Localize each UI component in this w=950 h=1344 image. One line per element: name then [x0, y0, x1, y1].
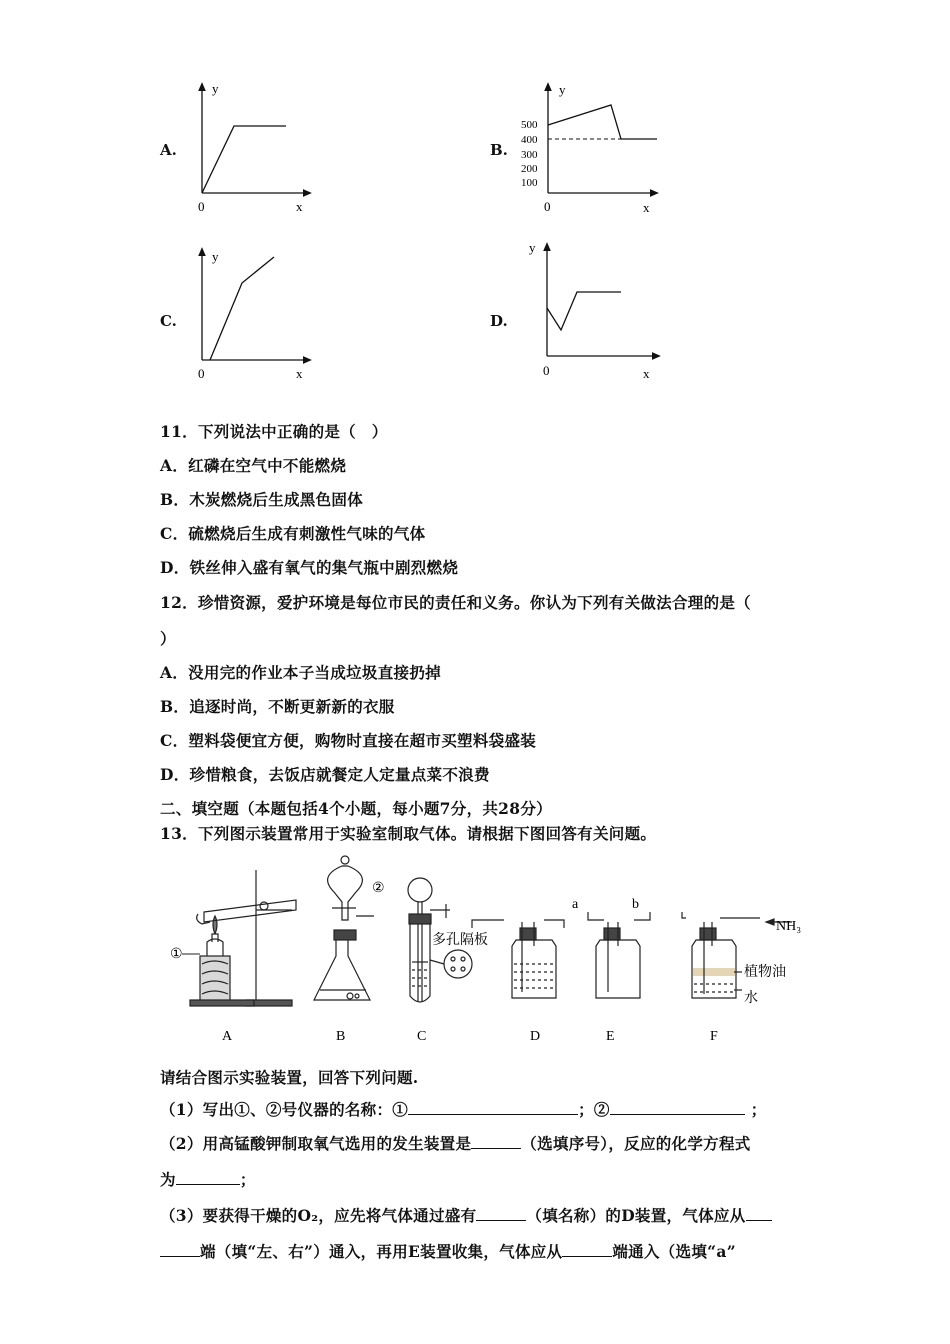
label-b: b	[632, 897, 639, 912]
apparatus-d	[472, 920, 564, 998]
q11-option-d: D．铁丝伸入盛有氧气的集气瓶中剧烈燃烧	[160, 558, 459, 577]
graph-b-label: B.	[490, 141, 508, 159]
label-water: 水	[744, 991, 758, 1006]
graph-d-label: D.	[490, 312, 508, 330]
graph-b-tick-200: 200	[521, 163, 538, 175]
q13-part1-text-c: ；	[750, 1100, 767, 1119]
q13-part1	[160, 1098, 767, 1120]
q13-part1-text-b: ；②	[578, 1100, 610, 1119]
graph-b-curve	[548, 105, 657, 139]
graph-a-label: A.	[160, 141, 177, 159]
graph-d-origin: 0	[543, 363, 550, 378]
q12-option-d: D．珍惜粮食，去饭店就餐定人定量点菜不浪费	[160, 765, 490, 784]
label-porous-plate: 多孔隔板	[432, 933, 488, 948]
q13-part2-cont	[160, 1168, 256, 1190]
apparatus-b	[314, 856, 374, 1000]
letter-a: A	[222, 1029, 233, 1044]
graph-b-x-label: x	[643, 200, 650, 215]
graph-c-x-label: x	[296, 366, 303, 381]
graph-d-x-label: x	[643, 366, 650, 381]
graph-b-y-label: y	[559, 82, 566, 97]
blank-equation[interactable]	[176, 1168, 240, 1185]
section-2-heading: 二、填空题（本题包括4个小题，每小题7分，共28分）	[160, 799, 552, 818]
q11-option-a: A．红磷在空气中不能燃烧	[160, 456, 347, 475]
q12-option-b: B．追逐时尚，不断更新新的衣服	[160, 697, 395, 716]
blank-generator[interactable]	[471, 1132, 521, 1149]
graph-c-label: C.	[160, 312, 177, 330]
graph-b-tick-300: 300	[521, 149, 538, 161]
graph-c-origin: 0	[198, 366, 205, 381]
blank-drying-agent[interactable]	[476, 1204, 526, 1221]
graph-a	[190, 78, 320, 218]
q13-part2-text-d: ；	[239, 1170, 256, 1189]
apparatus-figure	[160, 852, 820, 1048]
letter-b: B	[336, 1029, 346, 1044]
graph-c	[190, 243, 320, 383]
graph-a-x-label: x	[296, 199, 303, 214]
q13-part3-text-c: 端（填“左、右”）通入，再用E装置收集，气体应从	[200, 1242, 563, 1261]
letter-e: E	[606, 1029, 615, 1044]
q13-part3-text-b: （填名称）的D装置，气体应从	[526, 1206, 746, 1225]
q13-prompt: 请结合图示实验装置，回答下列问题.	[160, 1068, 419, 1087]
graph-b-tick-500: 500	[521, 119, 538, 131]
label-oil: 植物油	[744, 965, 786, 980]
letter-c: C	[417, 1029, 427, 1044]
label-a: a	[572, 897, 579, 912]
graph-b-origin: 0	[544, 199, 551, 214]
q13-part2-text-c: 为	[160, 1170, 176, 1189]
q11-stem: 11．下列说法中正确的是（ ）	[160, 422, 388, 441]
q12-stem-line1: 12．珍惜资源，爱护环境是每位市民的责任和义务。你认为下列有关做法合理的是（	[160, 593, 751, 612]
apparatus-a	[190, 870, 296, 1006]
letter-d: D	[530, 1029, 541, 1044]
q13-part3-text-d: 端通入（选填“a”	[612, 1242, 736, 1261]
q13-part3-text-a: （3）要获得干燥的O₂，应先将气体通过盛有	[160, 1206, 477, 1225]
graph-a-y-label: y	[212, 81, 219, 96]
graph-d	[525, 238, 665, 386]
q12-option-c: C．塑料袋便宜方便，购物时直接在超市买塑料袋盛装	[160, 731, 537, 750]
blank-e-inlet[interactable]	[562, 1240, 612, 1257]
graph-b-tick-100: 100	[521, 177, 538, 189]
q11-option-c: C．硫燃烧后生成有刺激性气味的气体	[160, 524, 426, 543]
blank-instrument-2[interactable]	[610, 1098, 745, 1115]
label-nh3: NH₃	[776, 919, 802, 934]
label-circle-1: ①	[170, 947, 183, 962]
blank-inlet-part2[interactable]	[160, 1240, 200, 1257]
q13-part3	[160, 1204, 772, 1226]
q11-option-b: B．木炭燃烧后生成黑色固体	[160, 490, 364, 509]
graph-d-curve	[547, 292, 621, 330]
graph-d-y-label: y	[529, 240, 536, 255]
graph-b-tick-400: 400	[521, 134, 538, 146]
q13-part2	[160, 1132, 751, 1154]
label-circle-2: ②	[372, 881, 385, 896]
graph-c-y-label: y	[212, 249, 219, 264]
q13-part1-text-a: （1）写出①、②号仪器的名称：①	[160, 1100, 409, 1119]
graph-a-origin: 0	[198, 199, 205, 214]
apparatus-e	[588, 912, 650, 998]
graph-a-curve	[202, 126, 286, 193]
q13-stem: 13．下列图示装置常用于实验室制取气体。请根据下图回答有关问题。	[160, 824, 657, 843]
blank-instrument-1[interactable]	[408, 1098, 578, 1115]
q12-stem-line2: ）	[160, 629, 176, 648]
graph-b	[515, 78, 665, 218]
q13-part2-text-a: （2）用高锰酸钾制取氧气选用的发生装置是	[160, 1134, 472, 1153]
letter-f: F	[710, 1029, 718, 1044]
q12-option-a: A．没用完的作业本子当成垃圾直接扔掉	[160, 663, 441, 682]
graph-c-curve	[210, 257, 274, 360]
blank-inlet-part1[interactable]	[746, 1204, 772, 1221]
q13-part3-cont	[160, 1240, 736, 1262]
q13-part2-text-b: （选填序号），反应的化学方程式	[521, 1134, 751, 1153]
